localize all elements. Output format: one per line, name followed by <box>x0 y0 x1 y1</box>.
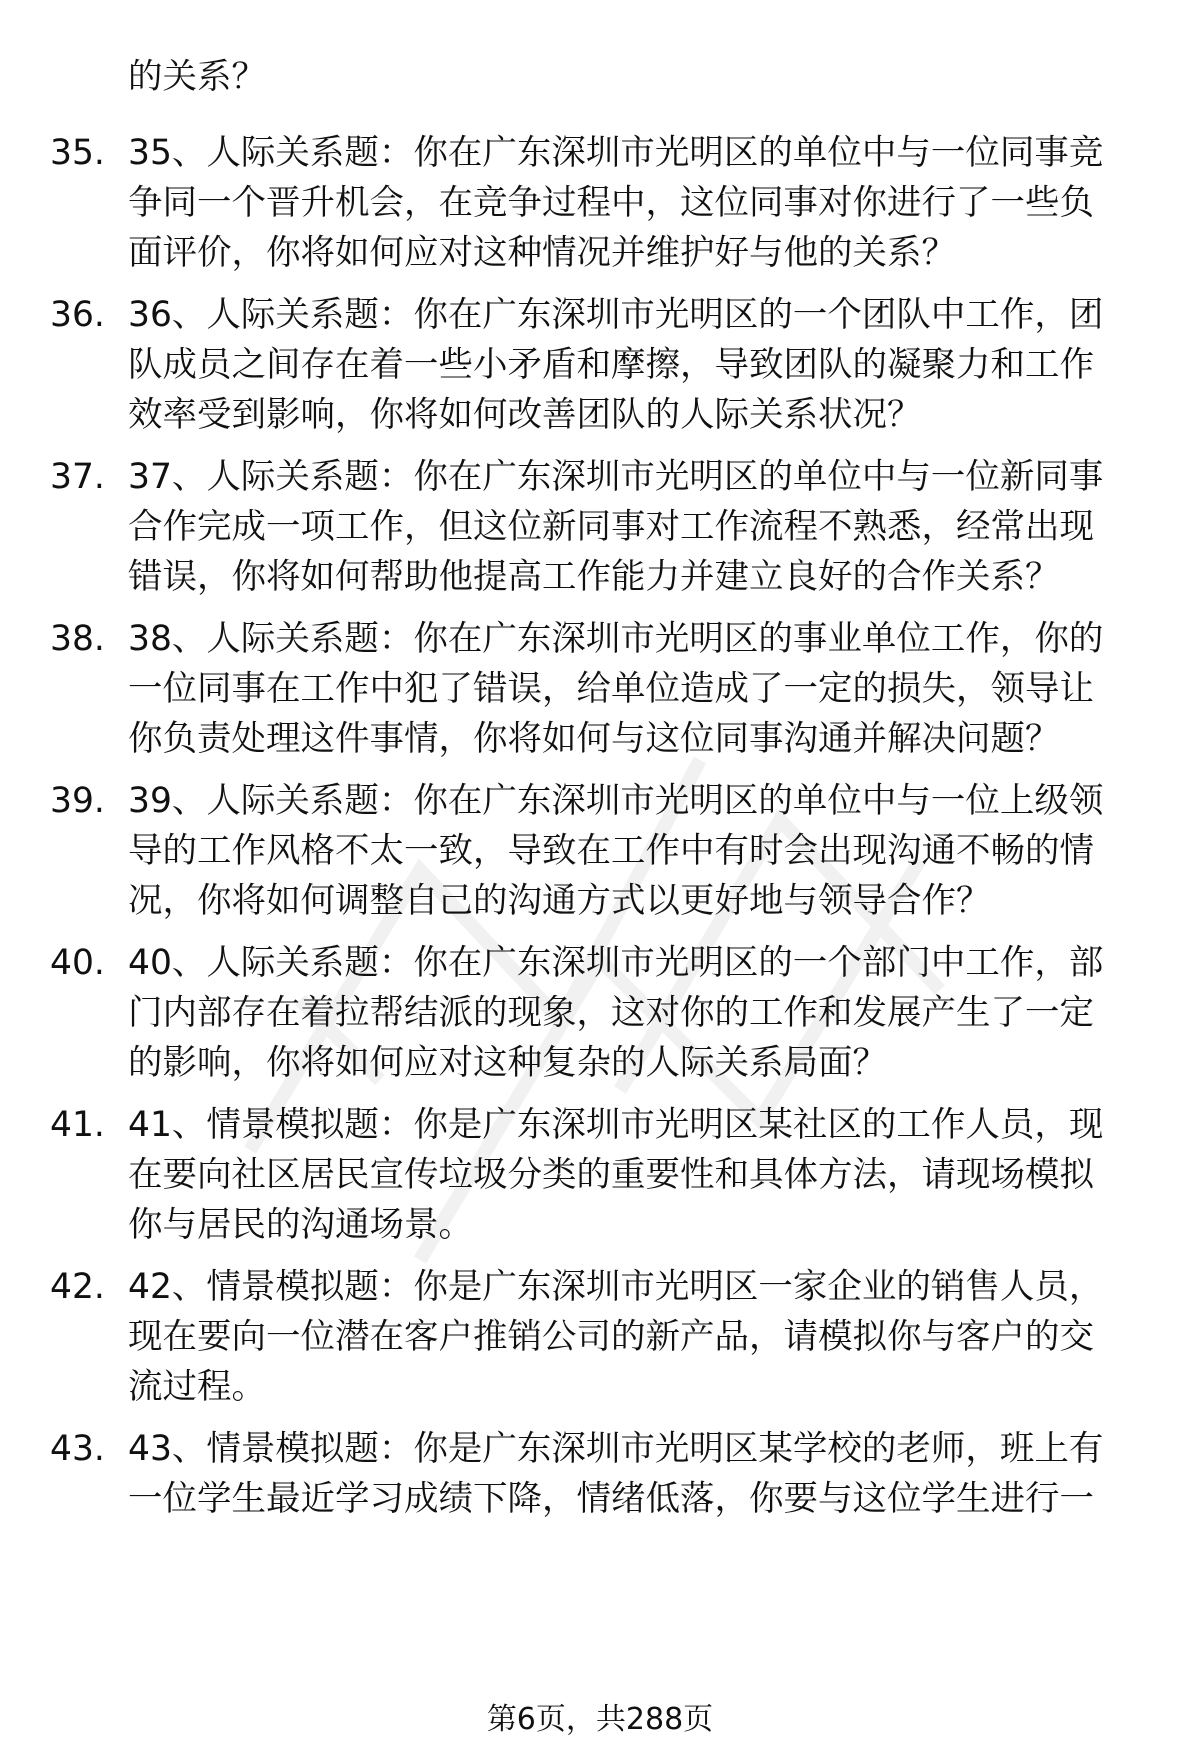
item-text-line: 38、人际关系题：你在广东深圳市光明区的事业单位工作，你的 <box>128 619 1104 659</box>
item-number: 41. <box>50 1105 105 1145</box>
item-text-line: 35、人际关系题：你在广东深圳市光明区的单位中与一位同事竞 <box>128 133 1104 173</box>
item-text-line: 合作完成一项工作，但这位新同事对工作流程不熟悉，经常出现 <box>128 507 1094 547</box>
item-text-line: 40、人际关系题：你在广东深圳市光明区的一个部门中工作，部 <box>128 943 1104 983</box>
item-number: 42. <box>50 1267 105 1307</box>
item-text-line: 错误，你将如何帮助他提高工作能力并建立良好的合作关系？ <box>128 557 1060 597</box>
item-text-line: 你负责处理这件事情，你将如何与这位同事沟通并解决问题？ <box>128 719 1060 759</box>
item-number: 39. <box>50 781 105 821</box>
item-text-line: 现在要向一位潜在客户推销公司的新产品，请模拟你与客户的交 <box>128 1317 1094 1357</box>
item-number: 35. <box>50 133 105 173</box>
page-footer: 第6页，共288页 <box>486 1702 714 1737</box>
item-text-line: 43、情景模拟题：你是广东深圳市光明区某学校的老师，班上有 <box>128 1429 1104 1469</box>
item-text-line: 争同一个晋升机会，在竞争过程中，这位同事对你进行了一些负 <box>128 183 1094 223</box>
item-text-line: 导的工作风格不太一致，导致在工作中有时会出现沟通不畅的情 <box>128 831 1094 871</box>
item-number: 37. <box>50 457 105 497</box>
item-text-line: 面评价，你将如何应对这种情况并维护好与他的关系？ <box>128 233 956 273</box>
item-text-line: 一位学生最近学习成绩下降，情绪低落，你要与这位学生进行一 <box>128 1479 1094 1519</box>
item-text-line: 的影响，你将如何应对这种复杂的人际关系局面？ <box>128 1043 887 1083</box>
item-text-line: 的关系？ <box>128 57 266 97</box>
item-text-line: 42、情景模拟题：你是广东深圳市光明区一家企业的销售人员， <box>128 1267 1104 1307</box>
item-text-line: 门内部存在着拉帮结派的现象，这对你的工作和发展产生了一定 <box>128 993 1094 1033</box>
item-number: 40. <box>50 943 105 983</box>
item-text-line: 在要向社区居民宣传垃圾分类的重要性和具体方法，请现场模拟 <box>128 1155 1094 1195</box>
item-text-line: 36、人际关系题：你在广东深圳市光明区的一个团队中工作，团 <box>128 295 1104 335</box>
item-number: 36. <box>50 295 105 335</box>
item-text-line: 队成员之间存在着一些小矛盾和摩擦，导致团队的凝聚力和工作 <box>128 345 1094 385</box>
item-text-line: 你与居民的沟通场景。 <box>128 1205 473 1245</box>
item-text-line: 37、人际关系题：你在广东深圳市光明区的单位中与一位新同事 <box>128 457 1104 497</box>
item-text-line: 41、情景模拟题：你是广东深圳市光明区某社区的工作人员，现 <box>128 1105 1104 1145</box>
item-text-line: 流过程。 <box>128 1367 266 1407</box>
item-number: 43. <box>50 1429 105 1469</box>
item-text-line: 39、人际关系题：你在广东深圳市光明区的单位中与一位上级领 <box>128 781 1104 821</box>
item-text-line: 效率受到影响，你将如何改善团队的人际关系状况？ <box>128 395 922 435</box>
item-text-line: 一位同事在工作中犯了错误，给单位造成了一定的损失，领导让 <box>128 669 1094 709</box>
item-number: 38. <box>50 619 105 659</box>
item-text-line: 况，你将如何调整自己的沟通方式以更好地与领导合作？ <box>128 881 991 921</box>
